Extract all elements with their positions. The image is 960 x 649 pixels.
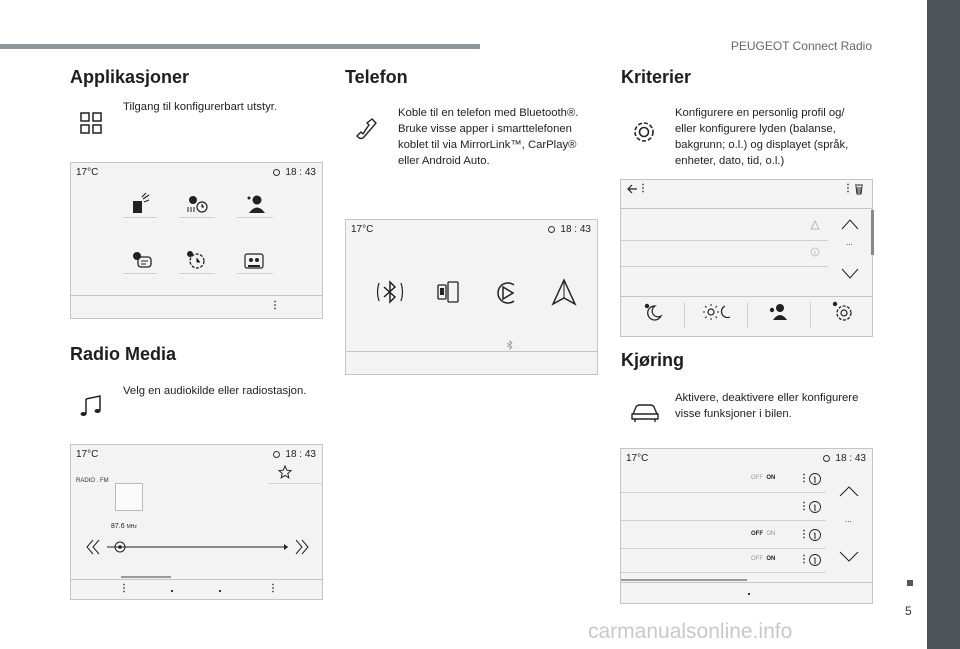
- info-icon: [810, 247, 820, 257]
- system-settings-icon[interactable]: [831, 300, 853, 322]
- car-icon: [630, 402, 660, 422]
- desc-telefon: Koble til en telefon med Bluetooth®. Bruke visse apper i smarttelefonen koblet til via MirrorLink™, CarPlay® eller Android Auto.: [398, 107, 579, 167]
- clock-icon: [823, 455, 830, 462]
- section-title-kriterier: Kriterier: [621, 67, 692, 87]
- mirrorlink-icon[interactable]: [434, 280, 462, 306]
- section-title-radio-media: Radio Media: [70, 344, 177, 364]
- screen-telefon: [345, 219, 598, 375]
- temperature: 17°C: [351, 224, 374, 235]
- desc-applikasjoner: Tilgang til konfigurerbart utstyr.: [123, 101, 278, 113]
- section-title-kjoring: Kjøring: [621, 350, 684, 370]
- back-arrow-icon[interactable]: [626, 183, 638, 195]
- info-icon[interactable]: [808, 500, 822, 514]
- contacts-app-icon[interactable]: [243, 251, 265, 271]
- scroll-up-icon[interactable]: [839, 485, 859, 497]
- bluetooth-icon[interactable]: [376, 278, 404, 306]
- android-auto-icon[interactable]: [550, 278, 578, 306]
- top-rule: [0, 44, 480, 49]
- clock-icon: [273, 169, 280, 176]
- continuation-mark: [907, 580, 913, 586]
- scroll-down-icon[interactable]: [841, 268, 859, 280]
- toggle-row-3[interactable]: OFF ON: [751, 531, 776, 537]
- messages-app-icon[interactable]: [129, 249, 153, 271]
- screen-kjoring: [620, 448, 873, 604]
- desc-kjoring: Aktivere, deaktivere eller konfigurere visse funksjoner i bilen.: [675, 392, 859, 420]
- page-indicator: [621, 579, 747, 581]
- more-menu-icon[interactable]: ⋮: [268, 583, 278, 594]
- carplay-icon[interactable]: [492, 279, 520, 307]
- night-mode-icon[interactable]: [643, 302, 663, 322]
- screen-kriterier: [620, 179, 873, 337]
- settings-gear-icon: [630, 118, 658, 146]
- clock-icon: [273, 451, 280, 458]
- source-menu-icon[interactable]: ⋮: [119, 583, 129, 594]
- desc-radio-media: Velg en audiokilde eller radiostasjon.: [123, 385, 307, 397]
- ellipsis-icon: ...: [845, 515, 852, 524]
- status-bar: [71, 163, 322, 181]
- toolbar: [621, 180, 872, 198]
- trash-icon[interactable]: [854, 183, 864, 195]
- row-menu-icon[interactable]: ⋮: [799, 473, 809, 484]
- status-bar: [346, 220, 597, 238]
- info-icon[interactable]: [808, 553, 822, 567]
- clock: 18 : 43: [548, 224, 591, 235]
- clock: 18 : 43: [273, 167, 316, 178]
- profile-icon[interactable]: [768, 302, 788, 322]
- climate-timer-icon[interactable]: [185, 193, 209, 215]
- more-menu-icon[interactable]: ⋮: [843, 183, 853, 194]
- phone-handset-icon: [356, 117, 378, 141]
- section-title-applikasjoner: Applikasjoner: [70, 67, 190, 87]
- clock: 18 : 43: [823, 453, 866, 464]
- row-menu-icon[interactable]: ⋮: [799, 501, 809, 512]
- apps-grid-icon: [80, 112, 102, 134]
- header-title: PEUGEOT Connect Radio: [730, 39, 872, 53]
- menu-icon[interactable]: ⋮: [638, 183, 648, 194]
- settings-app-icon[interactable]: [185, 249, 207, 271]
- day-night-icon[interactable]: [703, 302, 731, 322]
- more-menu-icon[interactable]: ⋮: [270, 300, 280, 311]
- section-title-telefon: Telefon: [345, 67, 408, 87]
- page-number: 5: [905, 604, 912, 618]
- info-icon[interactable]: [808, 472, 822, 486]
- toggle-row-1[interactable]: OFF ON: [751, 475, 776, 481]
- music-note-icon: [80, 395, 102, 417]
- temperature: 17°C: [76, 449, 99, 460]
- user-profile-icon[interactable]: [245, 193, 267, 215]
- info-icon[interactable]: [808, 528, 822, 542]
- page-edge-band: [927, 0, 960, 649]
- scroll-up-icon[interactable]: [841, 218, 859, 230]
- ellipsis-icon: ...: [846, 238, 853, 247]
- status-bar: [621, 449, 872, 467]
- row-menu-icon[interactable]: ⋮: [799, 529, 809, 540]
- bluetooth-status-icon: [506, 340, 514, 350]
- radio-band-label: RADIO . FM: [76, 478, 109, 484]
- frequency-display: 87.6 MHz: [111, 523, 137, 530]
- frequency-slider[interactable]: [85, 537, 310, 557]
- watermark: carmanualsonline.info: [588, 620, 793, 643]
- favorite-star-icon[interactable]: [278, 465, 292, 479]
- toggle-row-4[interactable]: OFF ON: [751, 556, 776, 562]
- temperature: 17°C: [76, 167, 99, 178]
- screen-radio-media: [70, 444, 323, 600]
- warning-icon: [810, 220, 820, 230]
- clock: 18 : 43: [273, 449, 316, 460]
- row-menu-icon[interactable]: ⋮: [799, 554, 809, 565]
- desc-kriterier: Konfigurere en personlig profil og/ eller konfigurere lyden (balanse, bakgrunn; o.l.) og displayet (språk, enheter, dato, tid, o.l.): [675, 107, 849, 167]
- scroll-down-icon[interactable]: [839, 551, 859, 563]
- fuel-app-icon[interactable]: [129, 193, 151, 215]
- screen-applikasjoner: [70, 162, 323, 319]
- scrollbar[interactable]: [871, 210, 874, 255]
- station-artwork: [115, 483, 143, 511]
- temperature: 17°C: [626, 453, 649, 464]
- status-bar: [71, 445, 322, 463]
- clock-icon: [548, 226, 555, 233]
